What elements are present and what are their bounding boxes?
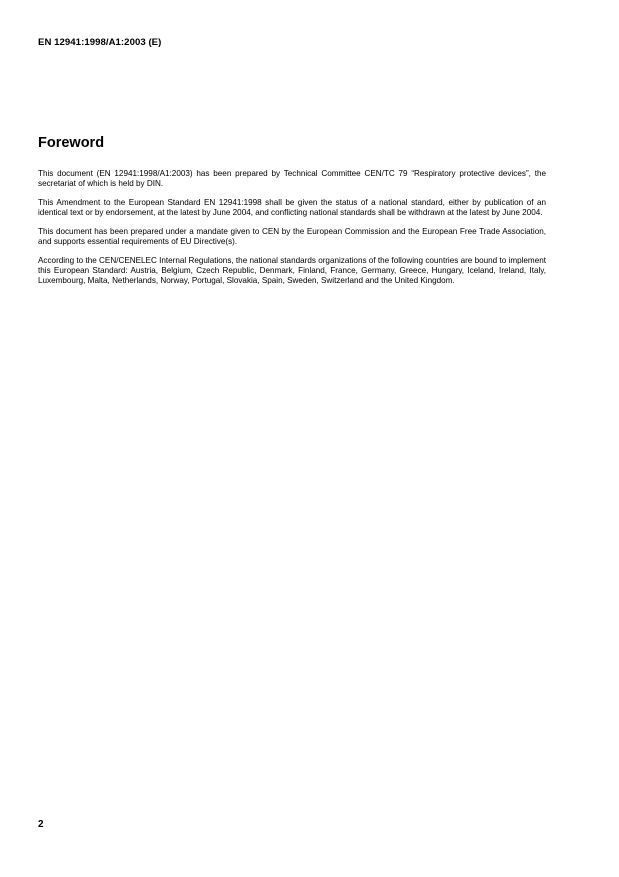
page-number: 2 xyxy=(38,819,44,830)
paragraph-member-countries: According to the CEN/CENELEC Internal Regulations, the national standards organizations of the following countries are bound to implement this European Standard: Austria, Belgium, Czech Republic, Denmark, Finland, France, Germany, Greece, Hungary, Iceland, Ireland, Italy, Luxembourg, Malta, Netherlands, Norway, Portugal, Slovakia, Spain, Sweden, Switzerland and the United Kingdom. xyxy=(38,256,546,285)
paragraph-committee: This document (EN 12941:1998/A1:2003) has been prepared by Technical Committee CEN/TC 79 “Respiratory protective devices”, the secretariat of which is held by DIN. xyxy=(38,169,546,188)
section-title-foreword: Foreword xyxy=(38,135,105,151)
foreword-body xyxy=(38,169,546,295)
document-identifier: EN 12941:1998/A1:2003 (E) xyxy=(38,37,162,48)
paragraph-mandate: This document has been prepared under a mandate given to CEN by the European Commission and the European Free Trade Association, and supports essential requirements of EU Directive(s). xyxy=(38,227,546,246)
paragraph-national-status: This Amendment to the European Standard EN 12941:1998 shall be given the status of a national standard, either by publication of an identical text or by endorsement, at the latest by June 2004, and conflicting national standards shall be withdrawn at the latest by June 2004. xyxy=(38,198,546,217)
